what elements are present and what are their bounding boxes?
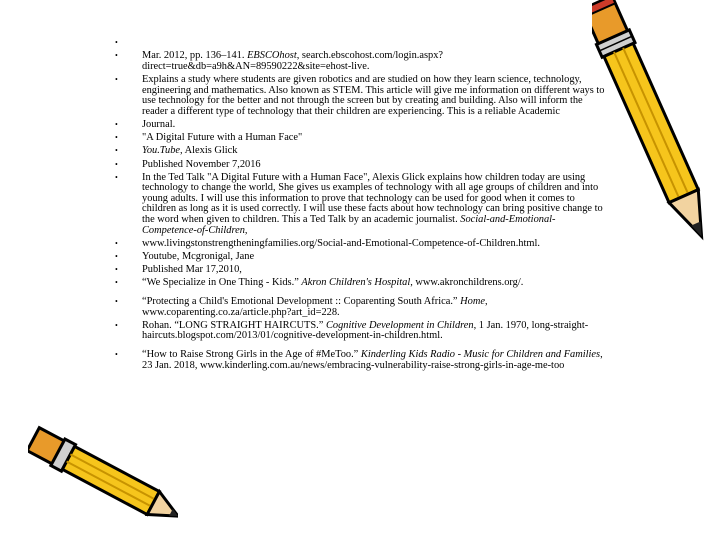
reference-italic-text: You.Tube, [142,145,183,157]
pencil-icon [592,0,720,268]
reference-italic-text: Akron Children's Hospital [301,277,411,289]
reference-text: Mar. 2012, pp. 136–141. [142,50,248,62]
reference-text: “How to Raise Strong Girls in the Age of #MeToo.” [142,348,361,360]
reference-italic-text: Cognitive Development in Children [325,319,474,331]
reference-item [112,120,606,131]
reference-text: Journal. [142,118,176,130]
reference-text: , www.coparenting.co.za/article.php?art_id=228. [142,296,488,318]
reference-text: , search.ebscohost.com/login.aspx?direct=true&db=a9h&AN=89590222&site=ehost-live. [142,50,444,72]
reference-list [112,38,606,374]
reference-item [112,160,606,171]
reference-text: “We Specialize in One Thing - Kids.” [142,277,302,289]
reference-item [112,51,606,72]
reference-text: , www.akronchildrens.org/. [410,277,524,289]
reference-text: , 23 Jan. 2018, www.kinderling.com.au/news/embracing-vulnerability-raise-strong-girls-in-age-me-too [142,348,603,371]
reference-text: , 1 Jan. 1970, long-straight-haircuts.blogspot.com/2013/01/cognitive-development-in-children.html. [142,319,589,342]
reference-item [112,133,606,144]
reference-item [112,297,606,318]
reference-item [112,350,606,371]
reference-text: “Protecting a Child's Emotional Development :: Coparenting South Africa.” [142,296,461,307]
reference-item [112,278,606,289]
reference-text: Alexis Glick [182,145,238,157]
reference-italic-text: Home [460,296,485,307]
reference-text: In the Ted Talk "A Digital Future with a Human Face", Alexis Glick explains how children today are using technology to change the world, She gives us examples of technology with all age groups of children and into young adults. I will use this information to prove that technology can be used for good when it comes to children as long as it is used correctly. I will use these facts about how technology can bring positive change to the word when given to children. This a Ted Talk by an academic journalist. [142,171,603,226]
reference-item [112,239,606,250]
reference-text: Youtube, Mcgronigal, Jane [142,251,255,263]
reference-item [112,38,606,49]
reference-item [112,173,606,237]
reference-text: www.livingstonstrengtheningfamilies.org/Social-and-Emotional-Competence-of-Children.html. [142,237,540,249]
reference-text: Rohan. “LONG STRAIGHT HAIRCUTS.” [142,319,326,331]
reference-italic-text: Kinderling Kids Radio - Music for Children and Families [360,348,601,360]
reference-item [112,146,606,157]
reference-italic-text: Social-and-Emotional-Competence-of-Children, [142,214,556,236]
reference-text: Published Mar 17,2010, [142,264,242,276]
reference-italic-text: EBSCOhost [247,50,297,62]
reference-text: Explains a study where students are given robotics and are studied on how they learn science, technology, engineering and mathematics. Also known as STEM. This article will give me information on different ways to use technology for the better and not through the screen but by creating and building. Also will inform the reader a different type of technology that their children are experiencing. This is a reliable Academic [142,73,605,117]
reference-text: "A Digital Future with a Human Face" [142,132,303,144]
reference-item [112,75,606,117]
reference-text: Published November 7,2016 [142,158,261,170]
reference-item [112,265,606,276]
reference-item [112,321,606,342]
pencil-icon [28,410,178,538]
reference-item [112,252,606,263]
